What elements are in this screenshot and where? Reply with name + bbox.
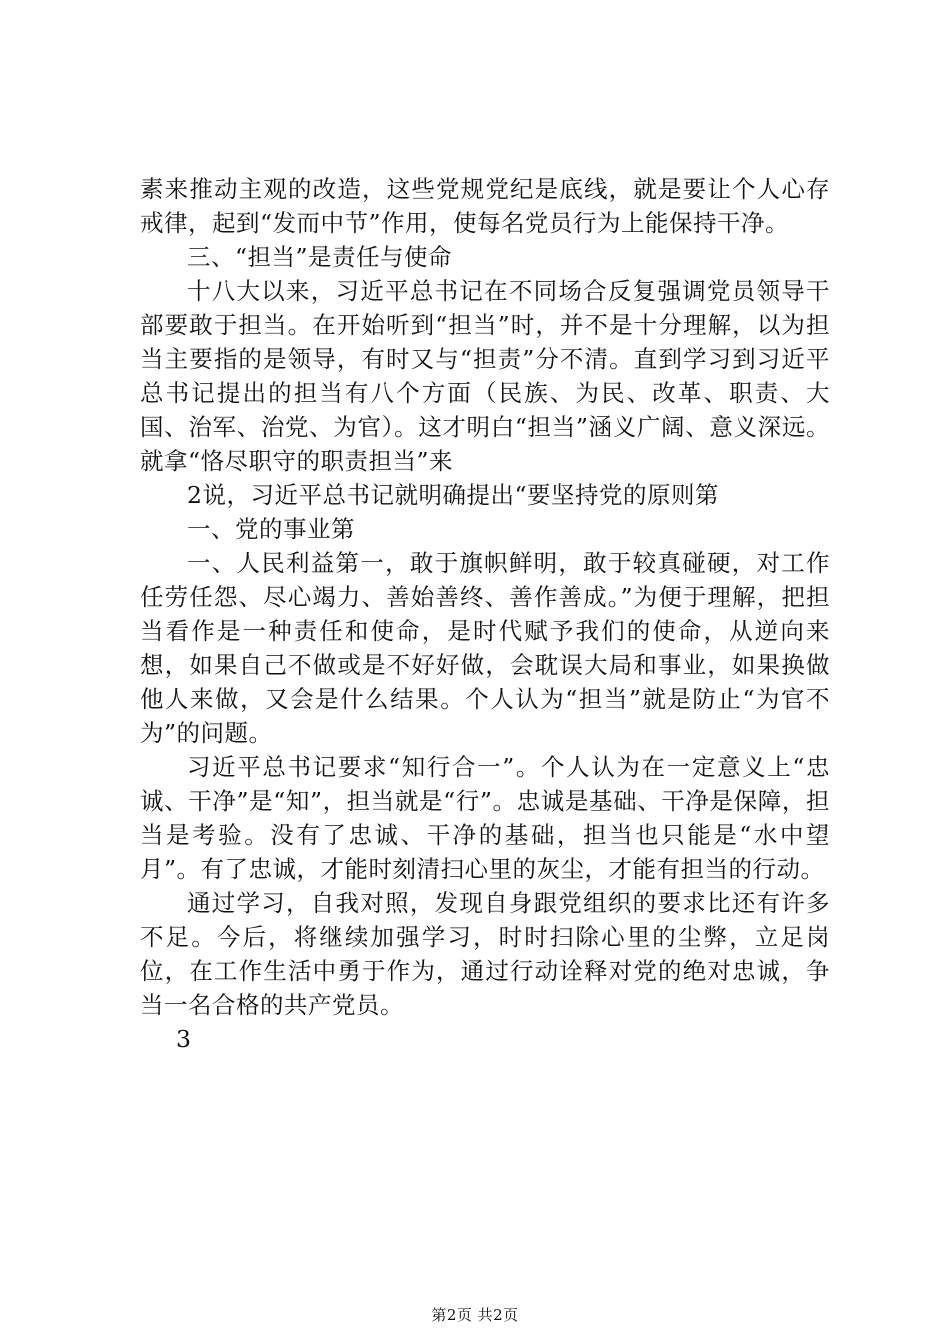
section-heading-3: 三、“担当”是责任与使命 bbox=[187, 243, 453, 271]
paragraph-4: 一、党的事业第 bbox=[187, 515, 355, 543]
paragraph-6: 习近平总书记要求“知行合一”。个人认为在一定意义上“忠诚、干净”是“知”，担当就是“行”。忠诚是基础、干净是保障，担当是考验。没有了忠诚、干净的基础，担当也只能是“水中望月”。有了忠诚，才能时刻清扫心里的灰尘，才能有担当的行动。 bbox=[140, 753, 830, 883]
page-marker: 3 bbox=[176, 1025, 192, 1053]
paragraph-3: 2说，习近平总书记就明确提出“要坚持党的原则第 bbox=[187, 481, 719, 509]
page-footer: 第2页 共2页 bbox=[431, 1306, 519, 1324]
document-body bbox=[140, 172, 830, 1056]
paragraph-7: 通过学习，自我对照，发现自身跟党组织的要求比还有许多不足。今后，将继续加强学习，时时扫除心里的尘弊，立足岗位，在工作生活中勇于作为，通过行动诠释对党的绝对忠诚，争当一名合格的共产党员。 bbox=[140, 889, 830, 1019]
paragraph-5: 一、人民利益第一，敢于旗帜鲜明，敢于较真碰硬，对工作任劳任怨、尽心竭力、善始善终、善作善成。”为便于理解，把担当看作是一种责任和使命，是时代赋予我们的使命，从逆向来想，如果自己不做或是不好好做，会耽误大局和事业，如果换做他人来做，又会是什么结果。个人认为“担当”就是防止“为官不为”的问题。 bbox=[140, 549, 830, 747]
paragraph-1: 素来推动主观的改造，这些党规党纪是底线，就是要让个人心存戒律，起到“发而中节”作用，使每名党员行为上能保持干净。 bbox=[140, 175, 830, 237]
paragraph-2: 十八大以来，习近平总书记在不同场合反复强调党员领导干部要敢于担当。在开始听到“担当”时，并不是十分理解，以为担当主要指的是领导，有时又与“担责”分不清。直到学习到习近平总书记提出的担当有八个方面（民族、为民、改革、职责、大国、治军、治党、为官）。这才明白“担当”涵义广阔、意义深远。就拿“恪尽职守的职责担当”来 bbox=[140, 277, 830, 475]
